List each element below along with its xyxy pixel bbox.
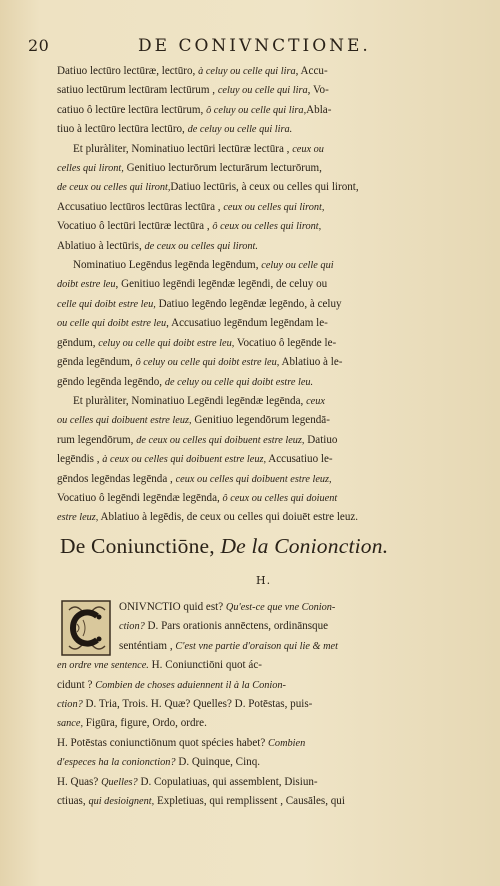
french-gloss: à ceux ou celles qui doibuent estre leuz, [102,454,267,466]
text-line [57,295,467,314]
latin-text: Accusatiuo lectūros lectūras lectūra , [57,200,224,213]
french-gloss: Qu'est-ce que vne Conion- [225,602,336,613]
french-gloss: ceux ou celles qui liront, [223,201,325,213]
latin-text: cidunt ? [57,678,96,691]
text-line [57,275,467,294]
text-line [57,256,467,275]
dialogue-text [57,598,467,811]
french-gloss: ou celles qui doibuent estre leuz, [57,415,192,427]
dialogue-line [57,773,467,792]
latin-text: Genitiuo lecturōrum lecturārum lecturōrum, [123,162,322,175]
latin-text: satiuo lectūrum lectūram lectūrum , [57,84,218,97]
text-line [57,450,467,469]
dialogue-line [57,695,467,714]
text-line [57,431,467,450]
french-gloss: celuy ou celle qui [261,260,334,272]
dialogue-line [57,714,467,733]
latin-text: Ablatiuo à le- [279,356,343,369]
latin-text: Vocatiuo ô legēnde le- [234,336,337,349]
french-gloss: celuy ou celle qui lira [217,85,308,97]
french-gloss: ô ceux ou celles qui doiuent [222,492,338,504]
text-line [57,62,467,81]
dialogue-line [57,792,467,811]
french-gloss: de celuy ou celle qui doibt estre leu. [164,376,314,388]
latin-text: , Vo- [307,84,329,97]
latin-text: legēndis , [57,453,103,466]
text-line [57,159,467,178]
latin-text: rum legendōrum, [57,433,137,446]
french-gloss: celles qui liront, [57,163,124,175]
dialogue-line [57,598,467,617]
text-line [57,353,467,372]
french-gloss: sance, [57,718,84,730]
dialogue-line [57,617,467,636]
french-gloss: ction? [57,699,83,711]
page-number: 20 [28,36,50,55]
french-gloss: celle qui doibt estre leu, [57,298,156,310]
text-line [57,120,467,139]
latin-text: D. Quinque, Cinq. [175,756,261,769]
french-gloss: ô celuy ou celle qui lira, [206,104,307,116]
french-gloss: de ceux ou celles qui liront. [144,240,258,252]
french-gloss: doibt estre leu [57,279,116,291]
text-line [57,508,467,527]
decorated-initial-c-icon [61,600,111,656]
dialogue-line [57,734,467,753]
text-line [57,217,467,236]
latin-text: gēnda legēndum, [57,356,136,369]
latin-text: gēndo legēnda legēndo, [57,375,165,388]
text-line [57,411,467,430]
french-gloss: à celuy ou celle qui lira [198,66,296,77]
text-line [57,373,467,392]
text-line [57,334,467,353]
text-line [57,489,467,508]
text-line [57,237,467,256]
latin-text: Expletiuas, qui remplissent , Causāles, qui [154,795,345,808]
latin-text: Datiuo lectūro lectūræ, lectūro, [57,65,199,77]
latin-text: Genitiuo legendōrum legendā- [191,414,330,427]
french-gloss: Quelles? [101,776,138,788]
text-line [57,178,467,197]
french-gloss: Combien de choses aduiennent il à la Conion- [95,679,286,691]
latin-text: catiuo ô lectūre lectūra lectūrum, [57,103,207,116]
french-gloss: ceux ou [292,143,324,155]
running-title: DE CONIVNCTIONE. [138,36,371,56]
latin-text: Figūra, figure, Ordo, ordre. [83,717,207,730]
latin-text: D. Tria, Trois. H. Quæ? Quelles? D. Potēstas, puis- [82,698,313,711]
latin-text: Vocatiuo ô lectūri lectūræ lectūra , [57,220,213,233]
latin-text: Ablatiuo à legēdis, de ceux ou celles qui doiuēt estre leuz. [98,511,359,524]
text-line [57,198,467,217]
latin-text: Ablatiuo à lectūris, [57,239,145,252]
french-gloss: de ceux ou celles qui doibuent estre leuz, [136,434,305,446]
latin-text: Datiuo legēndo legēndæ legēndo, à celuy [155,297,342,310]
french-gloss: ction? [119,621,145,633]
french-gloss: qui desioignent, [88,796,155,808]
latin-text: Datiuo lectūris, à ceux ou celles qui liront, [170,181,359,194]
french-gloss: ou celle qui doibt estre leu [57,318,167,330]
french-gloss: C'est vne partie d'oraison qui lie & met [175,640,338,652]
latin-text: H. Coniunctiōni quot ác- [148,659,262,672]
text-line [57,81,467,100]
french-gloss: ô ceux ou celles qui liront, [212,221,322,233]
latin-text: tiuo à lectūro lectūra lectūro, [57,123,188,136]
french-gloss: estre leuz, [57,512,99,524]
latin-text: ctiuas, [57,795,89,808]
french-gloss: celuy ou celle qui doibt estre leu, [98,337,235,349]
french-gloss: ô celuy ou celle qui doibt estre leu, [135,357,280,369]
french-gloss: ceux [306,395,325,407]
french-gloss: Combien [268,737,306,749]
latin-text: , Accu- [295,65,328,77]
latin-text: , Genitiuo legēndi legēndæ legēndi, de celuy ou [115,278,328,291]
latin-text: Abla- [306,103,332,116]
dialogue-line [57,676,467,695]
text-line [57,101,467,120]
french-gloss: de celuy ou celle qui lira. [187,124,293,136]
latin-text: Vocatiuo ô legēndi legēndæ legēnda, [57,491,223,504]
dialogue-line [57,637,467,656]
latin-text: Accusatiuo le- [266,453,333,466]
text-line [57,470,467,489]
latin-text: , Accusatiuo legēndum legēndam le- [166,317,328,330]
latin-text: Et pluràliter, Nominatiuo lectūri lectūræ lectūra , [73,142,293,155]
french-gloss: en ordre vne sentence. [57,660,149,672]
dialogue-line [57,753,467,772]
latin-text: gēndum, [57,336,99,349]
latin-text: Nominatiuo Legēndus legēnda legēndum, [73,259,262,272]
latin-text: senténtiam , [119,639,176,652]
latin-text: Et pluràliter, Nominatiuo Legēndi legēndæ legēnda, [73,394,307,407]
text-line [57,392,467,411]
latin-text: Datiuo [304,433,338,446]
latin-text: gēndos legēndas legēnda , [57,472,176,485]
latin-text: D. Copulatiuas, qui assemblent, Disiun- [137,775,318,788]
dialogue-line [57,656,467,675]
dialogue-lines [57,598,467,811]
section-heading-french: De la Conionction. [220,534,389,558]
declension-text [57,62,467,528]
latin-text: ONIVNCTIO quid est? [119,601,226,613]
text-line [57,140,467,159]
section-heading-latin: De Coniunctiōne, [60,534,215,558]
text-line [57,314,467,333]
french-gloss: ceux ou celles qui doibuent estre leuz, [175,473,332,485]
section-heading [60,534,470,559]
speaker-label: H. [256,574,272,587]
page-header [28,36,468,60]
french-gloss: d'especes ha la conionction? [57,757,176,769]
latin-text: H. Quas? [57,775,102,788]
french-gloss: de ceux ou celles qui liront, [57,182,171,194]
latin-text: D. Pars orationis annēctens, ordinānsque [144,620,329,633]
latin-text: H. Potēstas coniunctiōnum quot spécies habet? [57,736,269,749]
